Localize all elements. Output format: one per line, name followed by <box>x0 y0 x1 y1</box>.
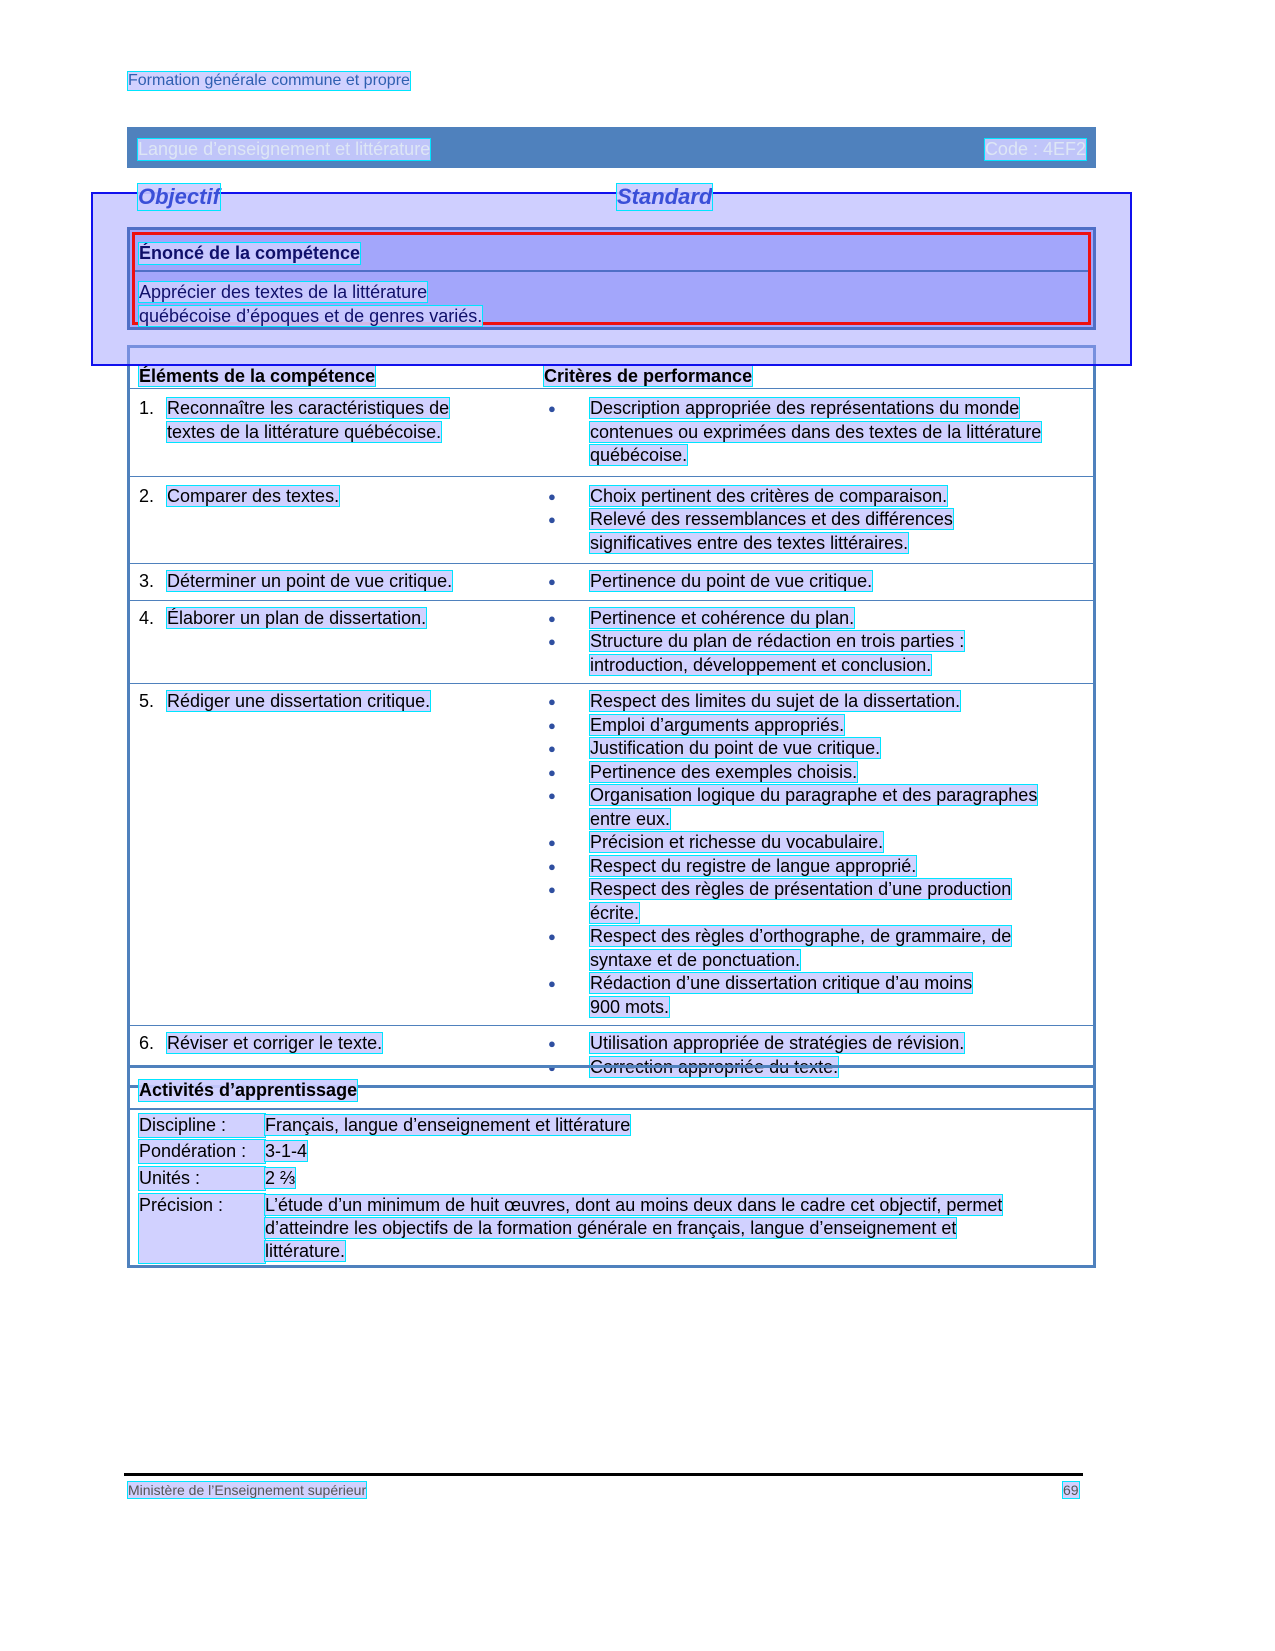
objective-label: Objectif <box>138 184 220 209</box>
bullet-icon: ● <box>548 858 556 874</box>
learning-activities-box <box>127 1065 1096 1268</box>
criterion-text: québécoise. <box>590 445 688 465</box>
element-text: textes de la littérature québécoise. <box>167 421 442 442</box>
bullet-icon: ● <box>548 976 556 991</box>
header-elements: Éléments de la compétence <box>139 365 376 386</box>
bullet-icon: ● <box>548 401 556 416</box>
field-value: 2 ⅔ <box>265 1168 296 1188</box>
criterion-item <box>544 714 1093 738</box>
criterion-text: Description appropriée des représentations du monde <box>590 398 1020 418</box>
field-value: d’atteindre les objectifs de la formation générale en français, langue d’enseignement et <box>265 1218 957 1238</box>
standard-label: Standard <box>617 184 713 209</box>
performance-criteria <box>544 607 1093 678</box>
criterion-text: Correction appropriée du texte. <box>590 1056 839 1077</box>
bullet-icon: ● <box>548 488 556 504</box>
title-bar <box>127 127 1096 168</box>
statement-line: Apprécier des textes de la littérature <box>139 282 428 302</box>
criterion-item <box>544 972 1093 1019</box>
criterion-text: Choix pertinent des critères de comparaison. <box>590 485 948 506</box>
criterion-text: Structure du plan de rédaction en trois parties : <box>590 631 965 651</box>
element-text: Réviser et corriger le texte. <box>167 1033 383 1053</box>
divider <box>130 1108 1093 1110</box>
field-value: Français, langue d’enseignement et littérature <box>265 1115 631 1135</box>
element-number: 3. <box>139 571 155 591</box>
bullet-icon: ● <box>548 788 556 803</box>
criterion-text: Précision et richesse du vocabulaire. <box>590 832 884 852</box>
criterion-text: Justification du point de vue critique. <box>590 738 881 758</box>
field-label: Pondération : <box>139 1140 265 1163</box>
performance-criteria <box>544 690 1093 1019</box>
element-number: 1. <box>139 398 155 418</box>
table-row <box>130 563 1093 600</box>
criterion-text: Respect du registre de langue approprié. <box>590 855 917 876</box>
course-code: Code : 4EF2 <box>984 139 1086 159</box>
statement-text <box>139 280 482 328</box>
bullet-icon: ● <box>548 610 556 626</box>
section-header: Formation générale commune et propre <box>128 72 410 89</box>
activity-field <box>139 1167 295 1190</box>
criterion-text: Rédaction d’une dissertation critique d’au moins <box>590 973 973 993</box>
competency-element <box>130 570 544 594</box>
criterion-item <box>544 1032 1093 1056</box>
criterion-text: Emploi d’arguments appropriés. <box>590 714 845 735</box>
element-number: 2. <box>139 485 155 506</box>
criterion-text: contenues ou exprimées dans des textes de la littérature <box>590 421 1042 442</box>
element-text: Déterminer un point de vue critique. <box>167 571 453 591</box>
element-number: 4. <box>139 607 155 628</box>
field-label: Précision : <box>139 1194 265 1263</box>
divider <box>135 270 1088 272</box>
bullet-icon: ● <box>548 929 556 944</box>
element-text: Rédiger une dissertation critique. <box>167 691 431 711</box>
field-value: L’étude d’un minimum de huit œuvres, dont au moins deux dans le cadre cet objectif, permet <box>265 1195 1003 1215</box>
criterion-text: Pertinence et cohérence du plan. <box>590 607 855 628</box>
competency-statement-box <box>127 227 1096 330</box>
criterion-text: 900 mots. <box>590 996 670 1017</box>
page-number: 69 <box>1063 1482 1079 1498</box>
statement-line: québécoise d’époques et de genres variés. <box>139 306 483 326</box>
criterion-text: Pertinence des exemples choisis. <box>590 761 858 782</box>
criterion-text: Respect des règles de présentation d’une production <box>590 879 1012 899</box>
criterion-item <box>544 878 1093 925</box>
table-row <box>130 388 1093 476</box>
criterion-item <box>544 607 1093 631</box>
criterion-text: significatives entre des textes littéraires. <box>590 532 909 553</box>
criterion-text: introduction, développement et conclusion. <box>590 654 932 675</box>
bullet-icon: ● <box>548 1036 556 1051</box>
competency-element <box>130 690 544 1019</box>
competency-element <box>130 397 544 468</box>
field-label: Discipline : <box>139 1114 265 1137</box>
criterion-text: Utilisation appropriée de stratégies de révision. <box>590 1033 965 1053</box>
field-value: littérature. <box>265 1241 346 1261</box>
element-text: Comparer des textes. <box>167 485 340 506</box>
activity-field <box>139 1114 630 1137</box>
element-text: Élaborer un plan de dissertation. <box>167 607 427 628</box>
header-criteria: Critères de performance <box>544 365 753 386</box>
criterion-item <box>544 508 1093 555</box>
table-row <box>130 683 1093 1025</box>
criterion-item <box>544 570 1093 594</box>
criterion-text: Pertinence du point de vue critique. <box>590 571 873 591</box>
statement-heading: Énoncé de la compétence <box>139 243 361 263</box>
criterion-item <box>544 737 1093 761</box>
criterion-text: Respect des limites du sujet de la dissertation. <box>590 691 961 711</box>
activity-field <box>139 1194 1002 1263</box>
criterion-text: Organisation logique du paragraphe et des paragraphes <box>590 785 1038 805</box>
bullet-icon: ● <box>548 835 556 850</box>
criterion-item <box>544 690 1093 714</box>
criterion-item <box>544 784 1093 831</box>
criterion-item <box>544 397 1093 468</box>
footer-ministry: Ministère de l’Enseignement supérieur <box>128 1482 367 1498</box>
criterion-text: syntaxe et de ponctuation. <box>590 949 801 970</box>
criterion-item <box>544 831 1093 855</box>
criterion-text: Relevé des ressemblances et des différences <box>590 509 953 529</box>
competency-element <box>130 607 544 678</box>
field-label: Unités : <box>139 1167 265 1190</box>
criterion-item <box>544 485 1093 509</box>
bullet-icon: ● <box>548 717 556 733</box>
performance-criteria <box>544 570 1093 594</box>
performance-criteria <box>544 397 1093 468</box>
bullet-icon: ● <box>548 694 556 709</box>
criterion-item <box>544 761 1093 785</box>
bullet-icon: ● <box>548 741 556 756</box>
table-row <box>130 476 1093 564</box>
element-number: 5. <box>139 691 155 711</box>
criterion-item <box>544 630 1093 677</box>
criterion-text: Respect des règles d’orthographe, de grammaire, de <box>590 926 1012 946</box>
criterion-text: entre eux. <box>590 808 671 829</box>
competency-element <box>130 485 544 556</box>
footer-rule <box>124 1473 1083 1476</box>
bullet-icon: ● <box>548 882 556 897</box>
activity-field <box>139 1140 307 1163</box>
bullet-icon: ● <box>548 512 556 527</box>
table-row <box>130 600 1093 684</box>
competency-table <box>127 345 1096 1088</box>
bullet-icon: ● <box>548 574 556 589</box>
field-value: 3-1-4 <box>265 1141 308 1161</box>
criterion-item <box>544 855 1093 879</box>
element-number: 6. <box>139 1033 155 1053</box>
bullet-icon: ● <box>548 764 556 780</box>
element-text: Reconnaître les caractéristiques de <box>167 398 450 418</box>
performance-criteria <box>544 485 1093 556</box>
criterion-item <box>544 925 1093 972</box>
bullet-icon: ● <box>548 634 556 649</box>
bullet-icon: ● <box>548 1059 556 1075</box>
subject-title: Langue d’enseignement et littérature <box>138 139 431 159</box>
criterion-text: écrite. <box>590 902 640 923</box>
activities-heading: Activités d’apprentissage <box>139 1080 358 1100</box>
